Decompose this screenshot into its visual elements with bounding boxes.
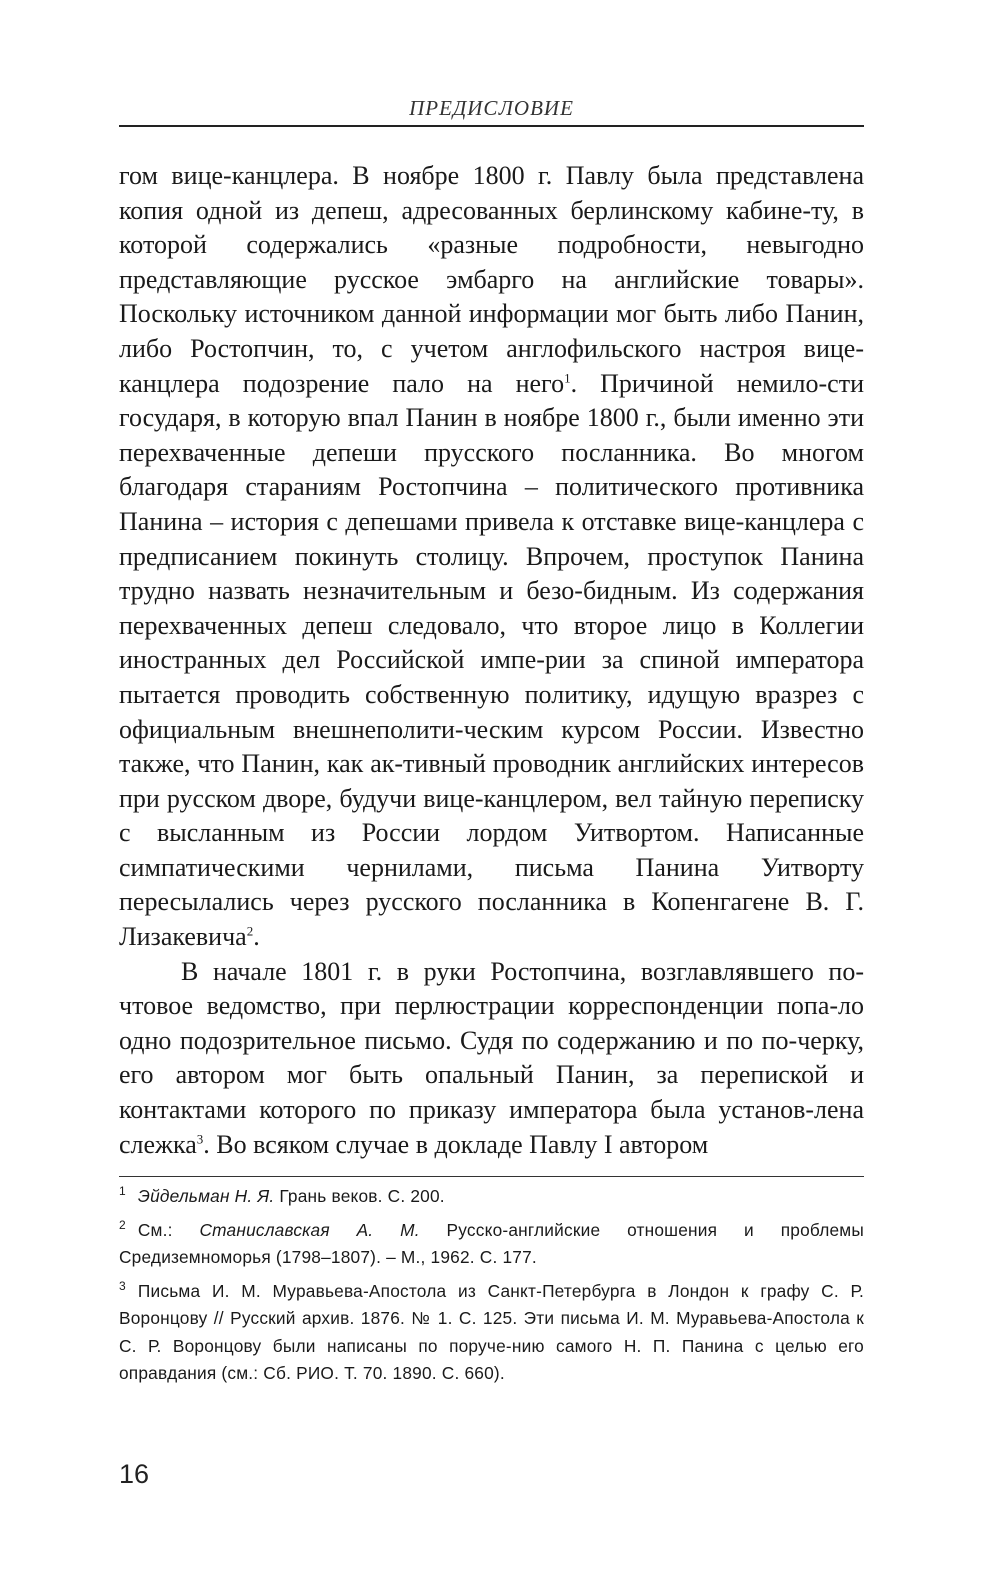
paragraph-2-text-b: . Во всяком случае в докладе Павлу I автором <box>203 1129 709 1159</box>
footnote-text: Письма И. М. Муравьева-Апостола из Санкт-Петербурга в Лондон к графу С. Р. Воронцову // Русский архив. 1876. № 1. С. 125. Эти письма И. М. Муравьева-Апостола к С. Р. Воронцову были написаны по поруче-нию самого Н. П. Панина с целью его оправдания (см.: Сб. РИО. Т. 70. 1890. С. 660). <box>119 1280 864 1384</box>
footnote-author: Станиславская А. М. <box>199 1219 420 1240</box>
paragraph-1-text-b: . Причиной немило-сти государя, в которую впал Панин в ноябре 1800 г., были именно эти перехваченные депеши прусского посланника. Во многом благодаря стараниям Ростопчина – политического противника Панина – история с депешами привела к отставке вице-канцлера с предписанием покинуть столицу. Впрочем, проступок Панина трудно назвать незначительным и безо-бидным. Из содержания перехваченных депеш следовало, что второе лицо в Коллегии иностранных дел Российской импе-рии за спиной императора пытается проводить собственную политику, идущую вразрез с официальным внешнеполити-ческим курсом России. Известно также, что Панин, как ак-тивный проводник английских интересов при русском дворе, будучи вице-канцлером, вел тайную переписку с высланным из России лордом Уитвортом. Написанные симпатическими чернилами, письма Панина Уитворту пересылались через русского посланника в Копенгагене В. Г. Лизакевича <box>119 368 864 952</box>
footnote-3 <box>119 1278 864 1388</box>
footnote-1 <box>119 1183 864 1211</box>
footnotes <box>119 1176 864 1388</box>
page-number: 16 <box>119 1459 150 1489</box>
footnote-text: Грань веков. С. 200. <box>274 1186 445 1207</box>
paragraph-2-text-a: В начале 1801 г. в руки Ростопчина, возглавлявшего по-чтовое ведомство, при перлюстрации корреспонденции попа-ло одно подозрительное письмо. Судя по содержанию и по по-черку, его автором мог быть опальный Панин, за перепиской и контактами которого по приказу императора была установ-лена слежка <box>119 956 864 1159</box>
footnote-ref-2: 2 <box>246 923 254 939</box>
footnote-number: 1 <box>119 1184 126 1199</box>
paragraph-2 <box>119 955 864 1163</box>
footnote-ref-1: 1 <box>564 369 571 385</box>
running-head: ПРЕДИСЛОВИЕ <box>119 96 864 127</box>
footnote-ref-3: 3 <box>196 1130 204 1146</box>
footnote-number: 3 <box>119 1278 126 1293</box>
footnote-2 <box>119 1217 864 1272</box>
body-text <box>119 159 864 1162</box>
paragraph-1-text-c: . <box>253 922 260 952</box>
book-page <box>119 96 864 1394</box>
paragraph-1-text-a: гом вице-канцлера. В ноябре 1800 г. Павлу была представлена копия одной из депеш, адресованных берлинскому кабине-ту, в которой содержались «разные подробности, невыгодно представляющие русское эмбарго на английские товары». Поскольку источником данной информации мог быть либо Панин, либо Ростопчин, то, с учетом англофильского настроя вице-канцлера подозрение пало на него <box>119 161 864 398</box>
paragraph-1 <box>119 159 864 955</box>
footnote-prefix: См.: <box>137 1219 200 1240</box>
footnote-text: Русско-английские отношения и проблемы Средиземноморья (1798–1807). – М., 1962. С. 177. <box>119 1219 865 1268</box>
footnote-author: Эйдельман Н. Я. <box>137 1186 275 1207</box>
footnote-number: 2 <box>119 1217 126 1232</box>
